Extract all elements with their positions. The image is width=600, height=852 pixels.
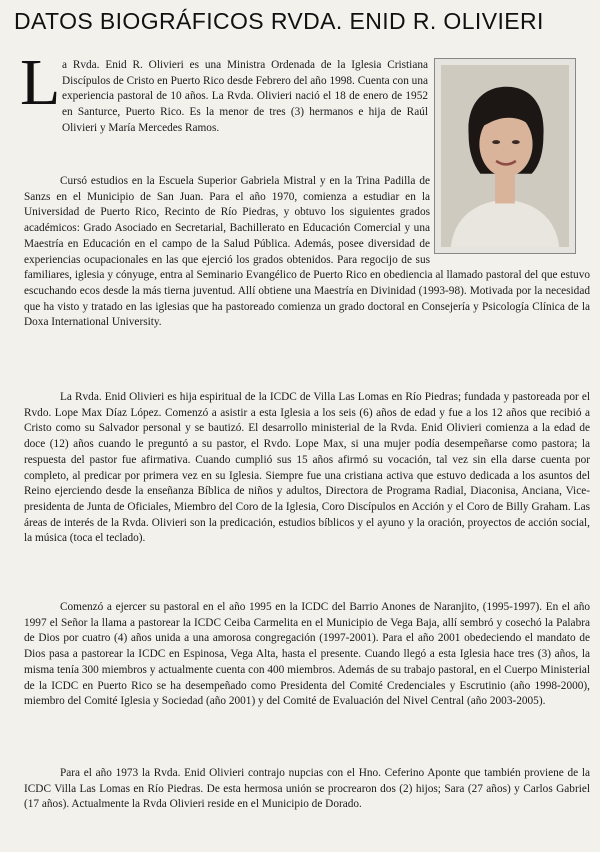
bio-paragraph-2 xyxy=(24,174,590,331)
bio-paragraph-5: Para el año 1973 la Rvda. Enid Olivieri contrajo nupcias con el Hno. Ceferino Aponte que también proviene de la ICDC Villa Las Lomas en Río Piedras. De esta hermosa unión se procrearon dos (2) hijos; Sara (27 años) y Carlos Gabriel (17 años). Actualmente la Rvda Olivieri reside en el Municipio de Dorado. xyxy=(24,767,590,811)
bio-paragraph-1: a Rvda. Enid R. Olivieri es una Ministra Ordenada de la Iglesia Cristiana Discípulos de Cristo en Puerto Rico desde Febrero del año 1998. Cuenta con una experiencia pastoral de 10 años. La Rvda. Olivieri nació el 18 de enero de 1952 en Santurce, Puerto Rico. Es la menor de tres (3) hermanos e hija de Raúl Olivieri y María Mercedes Ramos. xyxy=(62,59,428,134)
drop-cap-letter: L xyxy=(20,46,61,119)
page-title: DATOS BIOGRÁFICOS RVDA. ENID R. OLIVIERI xyxy=(14,8,544,34)
bio-paragraph-3: La Rvda. Enid Olivieri es hija espiritual de la ICDC de Villa Las Lomas en Río Piedras; fundada y pastoreada por el Rvdo. Lope Max Díaz López. Comenzó a asistir a esta Iglesia a los seis (6) años de edad y fue a los 12 años que recibió a Cristo como su Salvador personal y se bautizó. El desarrollo ministerial de la Rvda. Enid Olivieri comienza a la edad de doce (12) años cuando le preguntó a su pastor, el Rvdo. Lope Max, si una mujer podía desempeñarse como pastora; la respuesta del pastor fue afirmativa. Cuando cumplió sus 15 años afirmó su vocación, tal vez sin ella darse cuenta por completo, al predicar por primera vez en su Iglesia. Siempre fue una cristiana activa que estuvo dedicada a los asuntos del Reino ejerciendo desde la enseñanza Bíblica de niños y adultos, Directora de Programa Radial, Diaconisa, Anciana, Vice-presidenta de Junta de Oficiales, Miembro del Coro de la Iglesia, Coro Discípulos en Acción y el Coro de Billy Graham. Las áreas de interés de la Rvda. Olivieri son la predicación, estudios bíblicos y el ayuno y la oración, proyectos de acción social, la música (toca el teclado). xyxy=(24,391,590,545)
photo-wrap-spacer xyxy=(430,174,590,260)
bio-paragraph-2-text: Cursó estudios en la Escuela Superior Gabriela Mistral y en la Trina Padilla de Sanzs en el Municipio de San Juan. Para el año 1970, comienza a estudiar en la Universidad de Puerto Rico, Recinto de Río Piedras, y obtuvo los siguientes grados académicos: Grado Asociado en Secretarial, Bachillerato en Educación Comercial y una Maestría en Educación en el campo de la Salud Pública. Además, posee diversidad de experiencias ocupacionales en las que ejerció los grados obtenidos. Para regocijo de sus familiares, iglesia y cónyuge, entra al Seminario Evangélico de Puerto Rico en obediencia al llamado pastoral del que estuvo escuchando ecos desde la más tierna juventud. Allí obtiene una Maestría en Divinidad (1993-98). Motivada por la necesidad que ha visto y tratado en las iglesias que ha pastoreado comienza un grado doctoral en Consejería y Psicología Clínica de la Doxa International University. xyxy=(24,175,590,329)
bio-paragraph-4: Comenzó a ejercer su pastoral en el año 1995 en la ICDC del Barrio Anones de Naranjito, (1995-1997). En el año 1997 el Señor la llama a pastorear la ICDC Ceiba Carmelita en el Municipio de Vega Baja, allí sembró y cosechó la Palabra de Dios por cuatro (4) años unida a una amorosa congregación (1997-2001). Para el año 2001 obedeciendo el mandato de Dios pasa a pastorear la ICDC en Espinosa, Vega Alta, hasta el presente. Cuando llegó a esta Iglesia hace tres (3) años, la misma tenía 300 miembros y actualmente cuenta con 400 miembros. Además de su trabajo pastoral, en el Cuerpo Ministerial de la ICDC en Puerto Rico se ha desempeñado como Presidenta del Comité Credenciales y Escrutinio (año 1998-2000), miembro del Comité Iglesia y Sociedad (año 2001) y del Comité de Evaluación del Nivel Central (año 2003-2005). xyxy=(24,601,590,708)
